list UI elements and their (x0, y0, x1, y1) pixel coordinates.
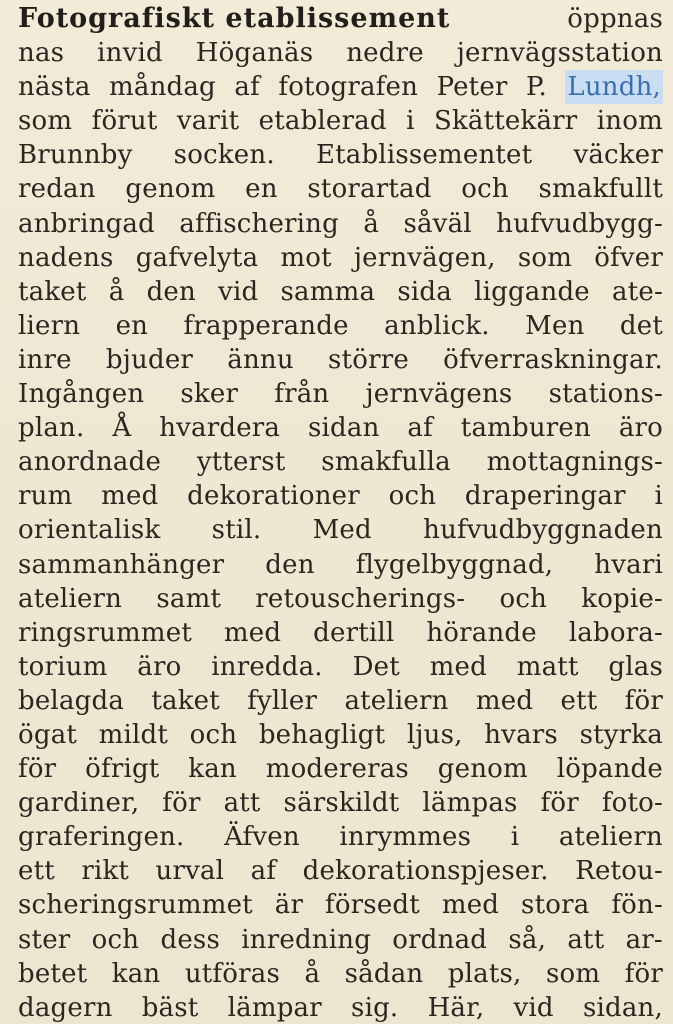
article-line (18, 275, 663, 309)
article-word: Retou- (575, 856, 663, 887)
article-word: i (654, 481, 663, 512)
article-word: Höganäs (195, 38, 314, 69)
article-word: och (499, 583, 548, 614)
article-word: lämpas (422, 788, 518, 819)
article-word: en (245, 174, 278, 205)
article-word: och (388, 481, 437, 512)
article-line (18, 343, 663, 377)
article-word: å (363, 208, 380, 239)
article-line (18, 548, 663, 582)
article-word: hvardera (159, 413, 281, 444)
article-word: som (517, 242, 573, 273)
article-word: modereras (265, 754, 409, 785)
article-word: för (18, 754, 57, 785)
article-line (18, 172, 663, 206)
article-word: öfverraskningar. (443, 344, 663, 375)
article-word: med (223, 617, 282, 648)
article-word: stations- (548, 379, 663, 410)
article-line (18, 991, 663, 1024)
article-word: liggande (474, 276, 590, 307)
article-word: varit (176, 106, 240, 137)
article-word: och (189, 719, 238, 750)
article-word: smakfullt (538, 174, 663, 205)
article-word: sidan, (582, 992, 663, 1023)
article-word: torium (18, 651, 108, 682)
article-word: rum (18, 481, 73, 512)
article-line (18, 411, 663, 445)
article-word: såväl (403, 208, 472, 239)
article-word: som (18, 106, 73, 137)
article-word: vid (513, 992, 554, 1023)
article-word: för (540, 788, 579, 819)
article-word: inom (596, 106, 663, 137)
article-line (18, 513, 663, 547)
article-word: Men (525, 310, 585, 341)
article-line (18, 479, 663, 513)
article-line (18, 2, 663, 36)
article-word: affischering (179, 208, 339, 239)
article-word: för (624, 685, 663, 716)
article-word: ett (560, 685, 598, 716)
article-word: samt (156, 583, 222, 614)
article-word: kan (111, 958, 161, 989)
article-word: Skättekärr (433, 106, 578, 137)
article-word: flygelbyggnad, (355, 549, 554, 580)
article-word: sammanhänger (18, 549, 225, 580)
article-word: dertill (313, 617, 395, 648)
article-line (18, 786, 663, 820)
article-word: sker (180, 379, 239, 410)
article-word: den (146, 276, 196, 307)
article-word: nästa (18, 72, 91, 103)
article-word: nas (18, 38, 65, 69)
article-word: mildt (98, 719, 169, 750)
article-word: en (115, 310, 149, 341)
article-word: utföras (184, 958, 280, 989)
article-line (18, 309, 663, 343)
article-word: styrka (579, 719, 663, 750)
article-word: öppnas (567, 4, 663, 34)
article-word: rikt (81, 856, 130, 887)
article-word: från (274, 379, 330, 410)
article-word: taket (151, 685, 220, 716)
article-word: ateliern (558, 822, 663, 853)
article-line (18, 36, 663, 70)
article-word: Ingången (18, 379, 145, 410)
article-word: med (441, 890, 500, 921)
article-word: hvari (594, 549, 663, 580)
article-word: måndag (109, 72, 216, 103)
article-word: invid (97, 38, 163, 69)
article-word: plats, (447, 958, 522, 989)
article-line (18, 718, 663, 752)
article-line (18, 888, 663, 922)
article-word: Brunnby (18, 140, 133, 171)
article-word: jernvägsstation (456, 38, 663, 69)
article-line (18, 582, 663, 616)
article-word: hufvudbyggnaden (423, 515, 663, 546)
article-word: sådan (344, 958, 424, 989)
article-word: Etablissementet (315, 140, 533, 171)
article-word: med (101, 481, 159, 512)
article-word: kan (188, 754, 237, 785)
article-word: den (265, 549, 315, 580)
article-word: stora (521, 890, 590, 921)
article-word: anblick. (384, 310, 490, 341)
article-line (18, 923, 663, 957)
article-line (18, 241, 663, 275)
article-word: nadens (18, 242, 114, 273)
article-line (18, 207, 663, 241)
article-word: öfver (594, 242, 663, 273)
article-word: ytterst (196, 447, 286, 478)
article-word: att (223, 788, 261, 819)
article-word: nedre (346, 38, 424, 69)
article-word: dagern (18, 992, 113, 1023)
article-word: anordnade (18, 447, 162, 478)
article-word: socken. (173, 140, 275, 171)
article-word: P. (526, 72, 547, 103)
article-word: labora- (568, 617, 663, 648)
article-word: mottagnings- (486, 447, 663, 478)
article-word: foto- (601, 788, 663, 819)
article-word: orientalisk (18, 515, 161, 546)
article-word: särskildt (283, 788, 400, 819)
article-word: matt (516, 651, 579, 682)
article-word: fön- (611, 890, 663, 921)
article-word: dess (160, 924, 221, 955)
article-word: ännu (227, 344, 294, 375)
article-word: graferingen. (18, 822, 185, 853)
article-word: sig. (351, 992, 399, 1023)
article-line (18, 70, 663, 104)
article-word: ateliern (18, 583, 123, 614)
article-word: jernvägens (365, 379, 513, 410)
article-word: ringsrummet (18, 617, 192, 648)
article-word: kopie- (581, 583, 663, 614)
article-word: belagda (18, 685, 125, 716)
article-word: och (461, 174, 509, 205)
article-word: äro (618, 413, 663, 444)
article-line (18, 445, 663, 479)
article-word: inredda. (211, 651, 323, 682)
article-word: smakfulla (321, 447, 451, 478)
article-word: Å (112, 413, 132, 444)
article-word: stil. (211, 515, 262, 546)
article-word: fotografen (278, 72, 419, 103)
article-word: storartad (307, 174, 432, 205)
article-word: tamburen (460, 413, 591, 444)
article-word: ordnad (392, 924, 488, 955)
article-word: är (274, 890, 304, 921)
article-line (18, 104, 663, 138)
article-word: som (545, 958, 601, 989)
article-word: det (619, 310, 663, 341)
article-word: Äfven (224, 822, 300, 853)
article-line (18, 138, 663, 172)
article-word: inrymmes (339, 822, 472, 853)
article-word: inredning (241, 924, 372, 955)
article-word: draperingar (464, 481, 626, 512)
article-word: i (510, 822, 520, 853)
article-word: förut (91, 106, 158, 137)
article-word: af (234, 72, 260, 103)
article-word: försedt (325, 890, 420, 921)
article-word: hvars (484, 719, 558, 750)
article-line (18, 650, 663, 684)
article-line (18, 377, 663, 411)
article-word: ar- (625, 924, 663, 955)
article-word: Med (312, 515, 372, 546)
article-line (18, 752, 663, 786)
article-word: å (304, 958, 321, 989)
article-word: sida (397, 276, 452, 307)
article-word: scheringsrummet (18, 890, 253, 921)
article-word: så, (508, 924, 547, 955)
article-line (18, 616, 663, 650)
article-headline: Fotografiskt etablissement (18, 3, 451, 34)
article-word: mot (280, 242, 332, 273)
article-word: bjuder (105, 344, 194, 375)
article-word: hörande (426, 617, 537, 648)
article-word: öfrigt (85, 754, 160, 785)
article-word: med (475, 685, 534, 716)
article-word: och (91, 924, 140, 955)
article-word: af (250, 856, 277, 887)
article-word: vid (218, 276, 259, 307)
article-word: dekorationer (187, 481, 360, 512)
article-word: betet (18, 958, 88, 989)
article-word: jernvägen, (353, 242, 496, 273)
article-word: Det (352, 651, 400, 682)
article-word: samma (280, 276, 376, 307)
article-word: plan. (18, 413, 85, 444)
article-word: fyller (247, 685, 318, 716)
article-line (18, 957, 663, 991)
article-word: å (108, 276, 125, 307)
article-word: hufvudbygg- (496, 208, 663, 239)
article-text (18, 2, 663, 1024)
article-word: gafvelyta (135, 242, 259, 273)
article-word: större (328, 344, 409, 375)
article-line (18, 684, 663, 718)
article-word: att (567, 924, 605, 955)
article-word: ateliern (344, 685, 449, 716)
article-word: behagligt (258, 719, 386, 750)
article-word: af (407, 413, 433, 444)
article-word: inre (18, 344, 72, 375)
article-word: Peter (436, 72, 508, 103)
article-word: genom (437, 754, 528, 785)
article-word: väcker (573, 140, 663, 171)
article-word: etablerad (258, 106, 387, 137)
article-line (18, 820, 663, 854)
article-word: löpande (556, 754, 663, 785)
article-word: ögat (18, 719, 78, 750)
article-word: Här, (427, 992, 485, 1023)
article-word: med (429, 651, 487, 682)
article-word: för (624, 958, 663, 989)
article-word: glas (608, 651, 663, 682)
article-word: ett (18, 856, 55, 887)
article-word: genom (125, 174, 216, 205)
article-word: ate- (612, 276, 663, 307)
article-word: taket (18, 276, 87, 307)
article-word: frapperande (183, 310, 349, 341)
article-word: redan (18, 174, 96, 205)
article-word: lämpar (227, 992, 322, 1023)
article-line (18, 854, 663, 888)
article-word: dekorationspjeser. (302, 856, 549, 887)
article-word: i (406, 106, 415, 137)
article-word: gardiner, (18, 788, 140, 819)
article-word: ljus, (406, 719, 463, 750)
article-word: liern (18, 310, 81, 341)
article-word: bäst (141, 992, 199, 1023)
article-word: äro (137, 651, 182, 682)
article-word: ster (18, 924, 71, 955)
highlighted-word[interactable]: Lundh, (565, 70, 663, 104)
article-word: sidan (307, 413, 380, 444)
article-word: för (162, 788, 201, 819)
article-word: urval (155, 856, 225, 887)
article-word: retouscherings- (255, 583, 466, 614)
article-word: anbringad (18, 208, 155, 239)
